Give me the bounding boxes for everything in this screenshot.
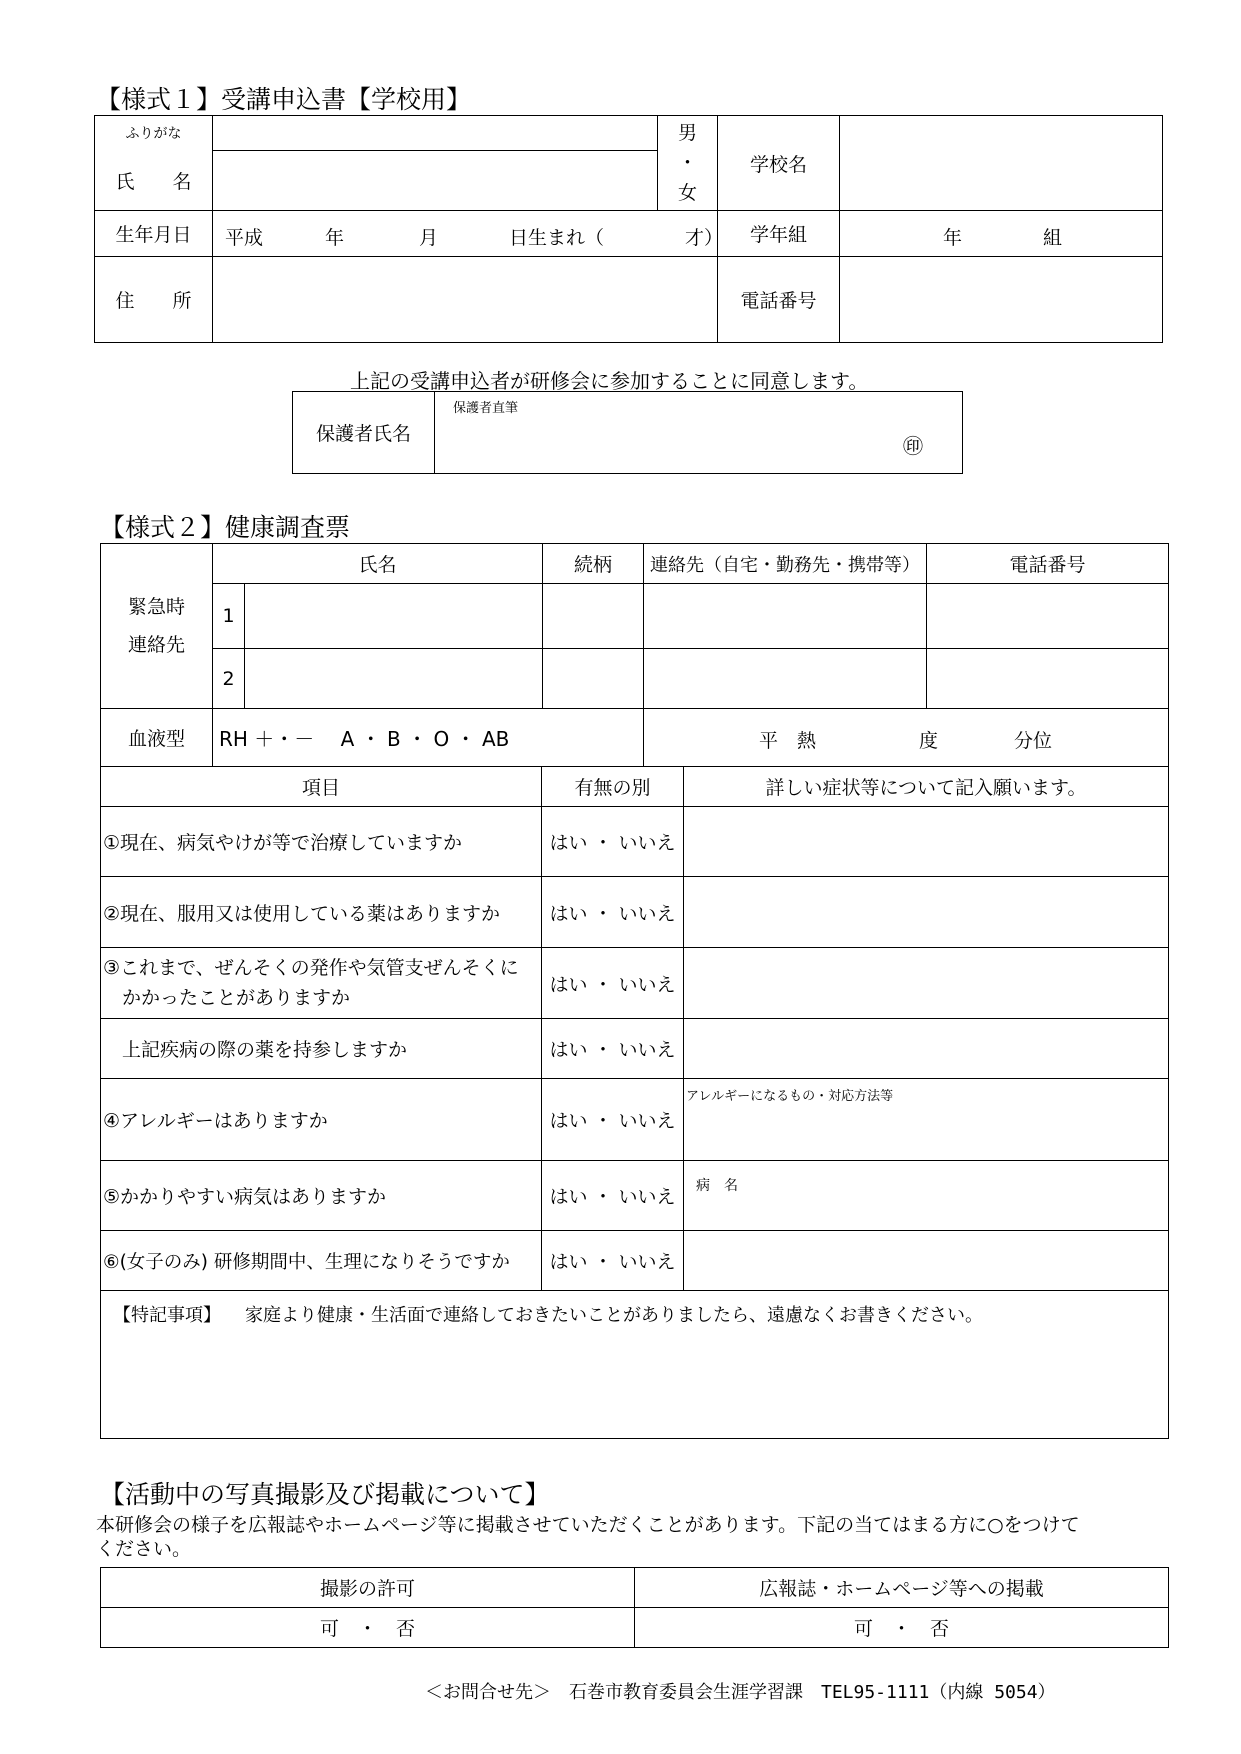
birth-year: 年	[325, 226, 345, 249]
guardian-label: 保護者氏名	[293, 392, 435, 474]
form1-title: 【様式１】受講申込書【学校用】	[96, 85, 472, 114]
row-number-1: 1	[213, 584, 245, 649]
blood-table	[100, 708, 1169, 767]
temperature-degree: 度	[919, 729, 939, 752]
birth-era: 平成	[225, 226, 264, 249]
item-6-detail-field[interactable]	[684, 1231, 1169, 1291]
contact2-place-field[interactable]	[644, 649, 927, 709]
item-4-question: ④アレルギーはありますか	[101, 1079, 542, 1161]
address-label: 住 所	[95, 257, 213, 343]
detail-header: 詳しい症状等について記入願います。	[684, 767, 1169, 807]
name-label: 氏 名	[95, 151, 213, 211]
temperature-label: 平 熱	[759, 729, 817, 752]
emergency-table	[100, 543, 1169, 709]
item-3b-yesno[interactable]: はい ・ いいえ	[542, 1019, 684, 1079]
row-number-2: 2	[213, 649, 245, 709]
health-items-table	[100, 766, 1169, 1439]
sex-female[interactable]: 女	[677, 182, 697, 204]
guardian-note: 保護者直筆	[453, 401, 519, 416]
blood-type-options[interactable]: RH ＋・－ A ・ B ・ O ・ AB	[213, 709, 644, 767]
item-1-question: ①現在、病気やけが等で治療していますか	[101, 807, 542, 877]
special-notes-text: 家庭より健康・生活面で連絡しておきたいことがありましたら、遠慮なくお書きください。	[245, 1305, 983, 1326]
contact2-name-field[interactable]	[245, 649, 543, 709]
sex-male[interactable]: 男	[677, 122, 697, 144]
grade-year: 年	[943, 226, 963, 249]
item-5-note: 病 名	[696, 1178, 738, 1194]
birthdate-field[interactable]	[213, 211, 724, 257]
item-6-yesno[interactable]: はい ・ いいえ	[542, 1231, 684, 1291]
furigana-field[interactable]	[213, 116, 658, 151]
grade-class: 組	[1043, 226, 1063, 249]
header-phone: 電話番号	[927, 544, 1169, 584]
contact1-relation-field[interactable]	[543, 584, 644, 649]
sex-dot: ・	[677, 152, 697, 174]
item-3b-question: 上記疾病の際の薬を持参しますか	[101, 1019, 542, 1079]
application-table	[94, 115, 1163, 343]
form2-title: 【様式２】健康調査票	[100, 513, 351, 542]
item-1-yesno[interactable]: はい ・ いいえ	[542, 807, 684, 877]
temperature-field[interactable]	[644, 709, 1169, 767]
guardian-table	[292, 391, 963, 474]
photo-permission-options[interactable]: 可 ・ 否	[101, 1608, 635, 1648]
item-2-detail-field[interactable]	[684, 877, 1169, 948]
photo-description-2: ください。	[96, 1538, 192, 1560]
contact1-phone-field[interactable]	[927, 584, 1169, 649]
photo-title: 【活動中の写真撮影及び掲載について】	[100, 1480, 550, 1509]
item-3-question: ③これまで、ぜんそくの発作や気管支ぜんそくに かかったことがありますか	[101, 948, 542, 1019]
birthdate-label: 生年月日	[95, 211, 213, 257]
temperature-minute: 分位	[1014, 729, 1053, 752]
item-4-yesno[interactable]: はい ・ いいえ	[542, 1079, 684, 1161]
item-5-yesno[interactable]: はい ・ いいえ	[542, 1161, 684, 1231]
grade-field[interactable]	[840, 211, 1163, 257]
header-relation: 続柄	[543, 544, 644, 584]
grade-label: 学年組	[718, 211, 840, 257]
photo-publication-options[interactable]: 可 ・ 否	[635, 1608, 1169, 1648]
special-notes-label: 【特記事項】	[113, 1305, 221, 1326]
sex-select[interactable]	[658, 116, 718, 211]
item-3b-detail-field[interactable]	[684, 1019, 1169, 1079]
item-4-detail-field[interactable]	[684, 1079, 1169, 1161]
emergency-label-2: 連絡先	[127, 634, 185, 656]
contact1-place-field[interactable]	[644, 584, 927, 649]
consent-text: 上記の受講申込者が研修会に参加することに同意します。	[350, 369, 869, 393]
blood-type-label: 血液型	[101, 709, 213, 767]
item-5-detail-field[interactable]	[684, 1161, 1169, 1231]
birth-day: 日生まれ（	[509, 226, 605, 249]
contact2-phone-field[interactable]	[927, 649, 1169, 709]
address-field[interactable]	[213, 257, 718, 343]
photo-publication-header: 広報誌・ホームページ等への掲載	[635, 1568, 1169, 1608]
photo-description-1: 本研修会の様子を広報誌やホームページ等に掲載させていただくことがあります。下記の当てはまる方に○をつけて	[96, 1514, 1080, 1536]
item-2-yesno[interactable]: はい ・ いいえ	[542, 877, 684, 948]
item-3-detail-field[interactable]	[684, 948, 1169, 1019]
item-3-yesno[interactable]: はい ・ いいえ	[542, 948, 684, 1019]
phone-field[interactable]	[840, 257, 1163, 343]
item-6-question: ⑥(女子のみ) 研修期間中、生理になりそうですか	[101, 1231, 542, 1291]
guardian-signature-field[interactable]	[435, 392, 963, 474]
header-name: 氏名	[213, 544, 543, 584]
special-notes-field[interactable]	[101, 1291, 1169, 1439]
item-4-note: アレルギーになるもの・対応方法等	[686, 1089, 894, 1104]
contact2-relation-field[interactable]	[543, 649, 644, 709]
phone-label: 電話番号	[718, 257, 840, 343]
item-header: 項目	[101, 767, 542, 807]
photo-permission-header: 撮影の許可	[101, 1568, 635, 1608]
birth-month: 月	[419, 226, 439, 249]
school-name-field[interactable]	[840, 116, 1163, 211]
item-2-question: ②現在、服用又は使用している薬はありますか	[101, 877, 542, 948]
item-1-detail-field[interactable]	[684, 807, 1169, 877]
emergency-label-1: 緊急時	[127, 596, 185, 618]
contact1-name-field[interactable]	[245, 584, 543, 649]
name-field[interactable]	[213, 151, 658, 211]
birth-age: 才）	[685, 226, 724, 249]
seal-icon: ㊞	[903, 434, 923, 458]
photo-table	[100, 1567, 1169, 1648]
furigana-label: ふりがな	[95, 116, 213, 151]
yn-header: 有無の別	[542, 767, 684, 807]
school-name-label: 学校名	[718, 116, 840, 211]
emergency-label	[101, 544, 213, 709]
contact-footer: ＜お問合せ先＞ 石巻市教育委員会生涯学習課 TEL95-1111（内線 5054）	[425, 1682, 1056, 1703]
item-5-question: ⑤かかりやすい病気はありますか	[101, 1161, 542, 1231]
header-contact: 連絡先（自宅・勤務先・携帯等）	[644, 544, 927, 584]
